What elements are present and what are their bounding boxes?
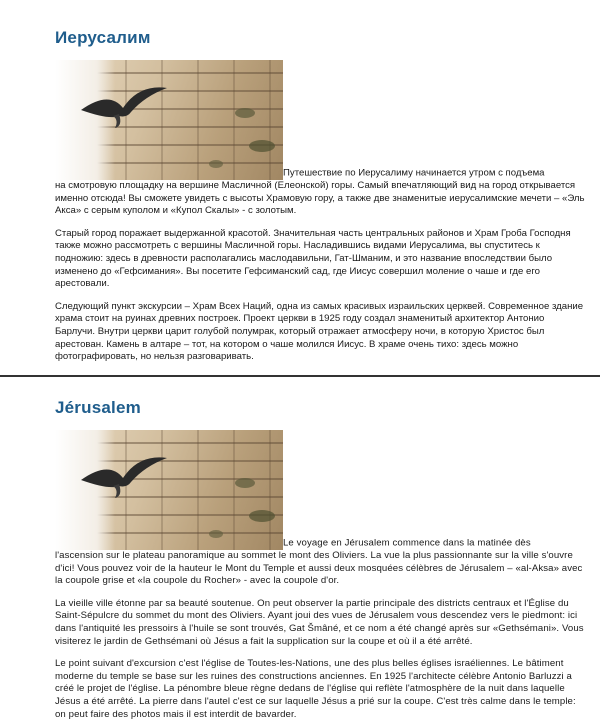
wall-dove-photo — [55, 60, 283, 180]
french-paragraph-1-rest: l'ascension sur le plateau panoramique au sommet le mont des Oliviers. La vue la plus passionnante sur la ville s'ouvre d'ici! Vous pouvez voir de la hauteur le Mont du Temple et aussi deux mosquées célèbres de Jérusalem – «al-Aksa» avec la coupole grise et «la coupole du Rocher» - avec la coupole d'or. — [55, 550, 583, 587]
wall-dove-photo — [55, 430, 283, 550]
russian-paragraph-1-first-line: Путешествие по Иерусалиму начинается утром с подъема — [283, 167, 545, 179]
russian-paragraph-1 — [55, 60, 585, 180]
section-divider — [0, 375, 600, 377]
photo-moss — [249, 140, 275, 152]
russian-section — [55, 28, 585, 364]
french-paragraph-1 — [55, 430, 585, 550]
dove-icon — [79, 80, 169, 130]
russian-title: Иерусалим — [55, 28, 151, 47]
photo-moss — [209, 160, 223, 168]
french-paragraph-1-first-line: Le voyage en Jérusalem commence dans la matinée dès — [283, 537, 531, 549]
dove-icon — [79, 450, 169, 500]
photo-moss — [235, 478, 255, 488]
photo-moss — [249, 510, 275, 522]
french-title: Jérusalem — [55, 398, 141, 417]
russian-paragraph-2: Старый город поражает выдержанной красотой. Значительная часть центральных районов и Храм Гроба Господня также можно рассмотреть с вершины Масличной горы. Насладившись видами Иерусалима, вы спуститесь к подножию: здесь в древности располагались маслодавильни, Гат-Шманим, и это название впоследствии было изменено до «Гефсимания». Вы посетите Гефсиманский сад, где Иисус совершил моление о чаше и где его арестовали. — [55, 227, 571, 290]
french-paragraph-2: La vieille ville étonne par sa beauté soutenue. On peut observer la partie principale des districts centraux et l'Église du Saint-Sépulcre du sommet du mont des Oliviers. Ayant joui des vues de Jérusalem vous descendez vers le piedmont: ici dans l'antiquité les pressoirs à l'huile se sont trouvés, Gat Šmâné, et ce nom a été changé après sur «Gethsémani». Vous visiterez le jardin de Gethsémani où Jésus a fait la supplication sur la coupe et où il a été arrêté. — [55, 597, 584, 647]
photo-moss — [235, 108, 255, 118]
russian-paragraph-1-rest: на смотровую площадку на вершине Масличной (Елеонской) горы. Самый впечатляющий вид на город открывается именно отсюда! Вы сможете увидеть с высоты Храмовую гору, а также две знаменитые иерусалимские мечети – «Эль Акса» с серым куполом и «Купол Скалы» - с золотым. — [55, 180, 585, 217]
french-section — [55, 398, 585, 721]
french-paragraph-3: Le point suivant d'excursion c'est l'église de Toutes-les-Nations, une des plus belles églises israéliennes. Le bâtiment moderne du temple se base sur les ruines des constructions anciennes. En 1925 l'architecte célèbre Antonio Barluzzi a créé le projet de l'église. La pénombre bleue règne dedans de l'église qui reflète l'atmosphère de la nuit dans laquelle Jésus a été arrêté. La pierre dans l'autel c'est ce sur laquelle Jésus a prié sur la coupe. C'est très calme dans le temple: on peut faire des photos mais il est interdit de bavarder. — [55, 658, 576, 720]
photo-moss — [209, 530, 223, 538]
russian-paragraph-3: Следующий пункт экскурсии – Храм Всех Наций, одна из самых красивых израильских церквей. Современное здание храма стоит на руинах древних построек. Проект церкви в 1925 году создал знаменитый архитектор Антонио Барлучи. Внутри церкви царит голубой полумрак, который отражает атмосферу ночи, в которую Христос был арестован. Камень в алтаре – тот, на котором о чаше молился Иисус. В храме очень тихо: здесь можно фотографировать, но нельзя разговаривать. — [55, 300, 584, 363]
